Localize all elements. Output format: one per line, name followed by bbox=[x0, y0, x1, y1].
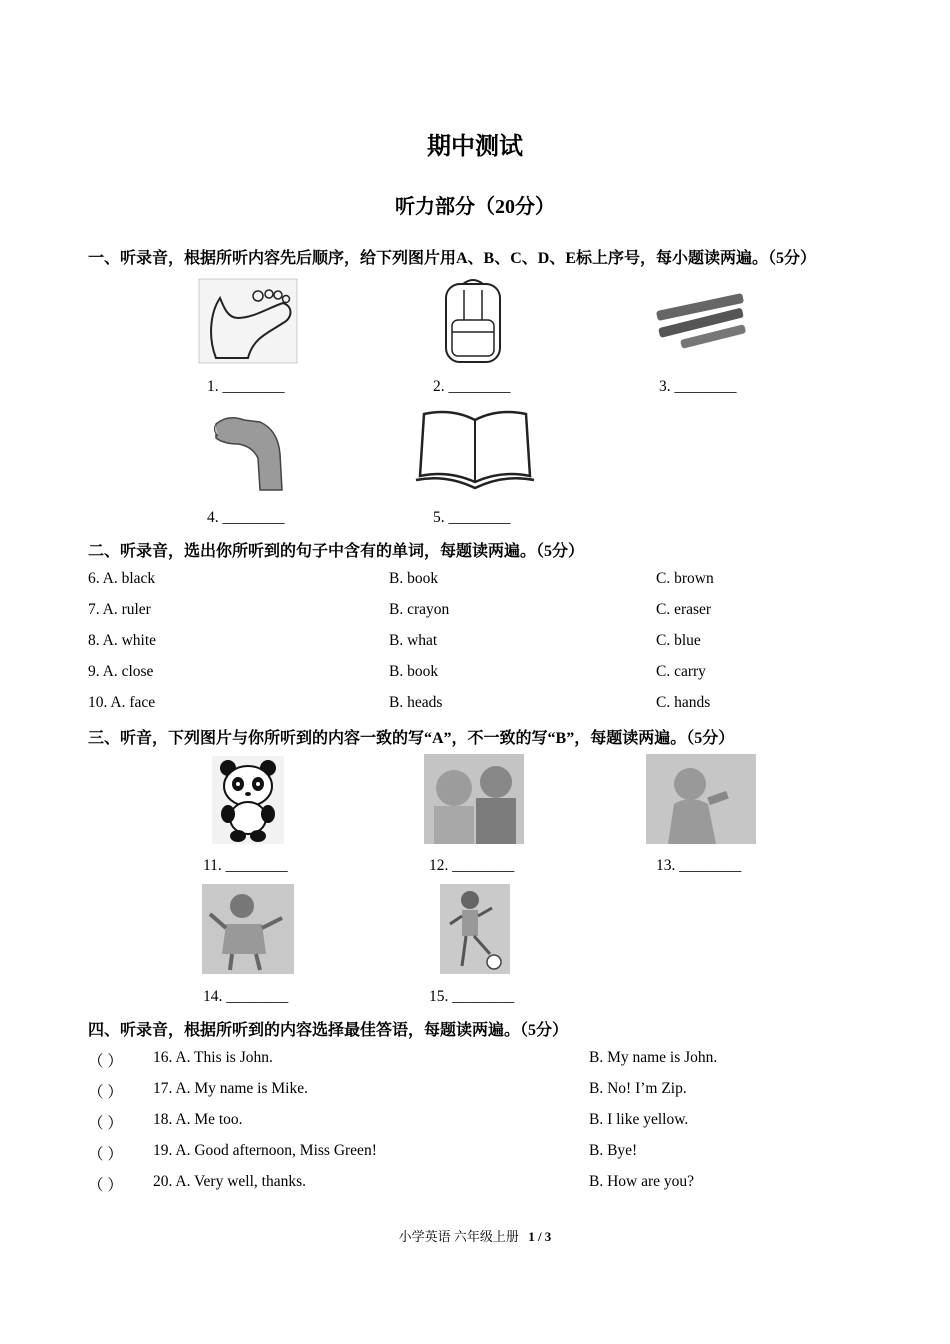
answer-blank-11[interactable]: 11. ________ bbox=[203, 857, 288, 874]
footer-subject: 小学英语 六年级上册 bbox=[398, 1229, 519, 1244]
page-title: 期中测试 bbox=[427, 134, 523, 160]
crayons-icon bbox=[650, 292, 750, 350]
option-9b[interactable]: B. book bbox=[389, 663, 439, 680]
girl-photo bbox=[646, 754, 756, 844]
section-2-heading: 二、听录音，选出你所听到的句子中含有的单词，每题读两遍。（5分） bbox=[88, 543, 585, 560]
option-8a[interactable]: 8. A. white bbox=[88, 632, 157, 649]
option-10c[interactable]: C. hands bbox=[656, 694, 711, 711]
answer-blank-13[interactable]: 13. ________ bbox=[656, 857, 742, 874]
page-footer bbox=[0, 1226, 950, 1245]
option-10b[interactable]: B. heads bbox=[389, 694, 443, 711]
option-6c[interactable]: C. brown bbox=[656, 570, 714, 587]
answer-blank-12[interactable]: 12. ________ bbox=[429, 857, 515, 874]
option-7c[interactable]: C. eraser bbox=[656, 601, 712, 618]
boy-kicking-icon bbox=[440, 884, 510, 974]
section-4-heading: 四、听录音，根据所听到的内容选择最佳答语，每题读两遍。（5分） bbox=[88, 1022, 569, 1039]
option-18b[interactable]: B. I like yellow. bbox=[589, 1111, 689, 1128]
option-7a[interactable]: 7. A. ruler bbox=[88, 601, 151, 618]
option-9c[interactable]: C. carry bbox=[656, 663, 706, 680]
book-icon bbox=[412, 406, 538, 492]
section-subtitle: 听力部分（20分） bbox=[395, 196, 555, 218]
answer-bracket-17[interactable]: （ ） bbox=[88, 1084, 123, 1101]
option-7b[interactable]: B. crayon bbox=[389, 601, 450, 618]
option-8b[interactable]: B. what bbox=[389, 632, 438, 649]
answer-blank-1[interactable]: 1. ________ bbox=[207, 378, 285, 395]
option-16a[interactable]: 16. A. This is John. bbox=[153, 1049, 273, 1066]
option-10a[interactable]: 10. A. face bbox=[88, 694, 156, 711]
option-6a[interactable]: 6. A. black bbox=[88, 570, 156, 587]
answer-bracket-20[interactable]: （ ） bbox=[88, 1177, 123, 1194]
answer-bracket-18[interactable]: （ ） bbox=[88, 1115, 123, 1132]
section-3-heading: 三、听音，下列图片与你所听到的内容一致的写“A”，不一致的写“B”，每题读两遍。（5分） bbox=[88, 730, 735, 747]
footer-page-number: 1 / 3 bbox=[528, 1229, 552, 1244]
answer-bracket-19[interactable]: （ ） bbox=[88, 1146, 123, 1163]
option-17a[interactable]: 17. A. My name is Mike. bbox=[153, 1080, 308, 1097]
answer-blank-5[interactable]: 5. ________ bbox=[433, 509, 511, 526]
option-20b[interactable]: B. How are you? bbox=[589, 1173, 695, 1190]
people-photo bbox=[424, 754, 524, 844]
option-6b[interactable]: B. book bbox=[389, 570, 439, 587]
option-19b[interactable]: B. Bye! bbox=[589, 1142, 638, 1159]
option-9a[interactable]: 9. A. close bbox=[88, 663, 154, 680]
answer-blank-4[interactable]: 4. ________ bbox=[207, 509, 285, 526]
answer-blank-14[interactable]: 14. ________ bbox=[203, 988, 289, 1005]
option-18a[interactable]: 18. A. Me too. bbox=[153, 1111, 243, 1128]
foot-icon bbox=[198, 278, 298, 364]
boy-dancing-icon bbox=[202, 884, 294, 974]
answer-blank-15[interactable]: 15. ________ bbox=[429, 988, 515, 1005]
panda-icon bbox=[212, 756, 284, 844]
answer-blank-2[interactable]: 2. ________ bbox=[433, 378, 511, 395]
answer-bracket-16[interactable]: （ ） bbox=[88, 1053, 123, 1070]
option-16b[interactable]: B. My name is John. bbox=[589, 1049, 718, 1066]
arm-icon bbox=[208, 410, 286, 492]
backpack-icon bbox=[436, 276, 510, 366]
option-19a[interactable]: 19. A. Good afternoon, Miss Green! bbox=[153, 1142, 377, 1159]
option-8c[interactable]: C. blue bbox=[656, 632, 701, 649]
option-17b[interactable]: B. No! I’m Zip. bbox=[589, 1080, 687, 1097]
option-20a[interactable]: 20. A. Very well, thanks. bbox=[153, 1173, 306, 1190]
section-1-heading: 一、听录音，根据所听内容先后顺序，给下列图片用A、B、C、D、E标上序号，每小题读两遍。（5分） bbox=[88, 250, 817, 267]
answer-blank-3[interactable]: 3. ________ bbox=[659, 378, 737, 395]
